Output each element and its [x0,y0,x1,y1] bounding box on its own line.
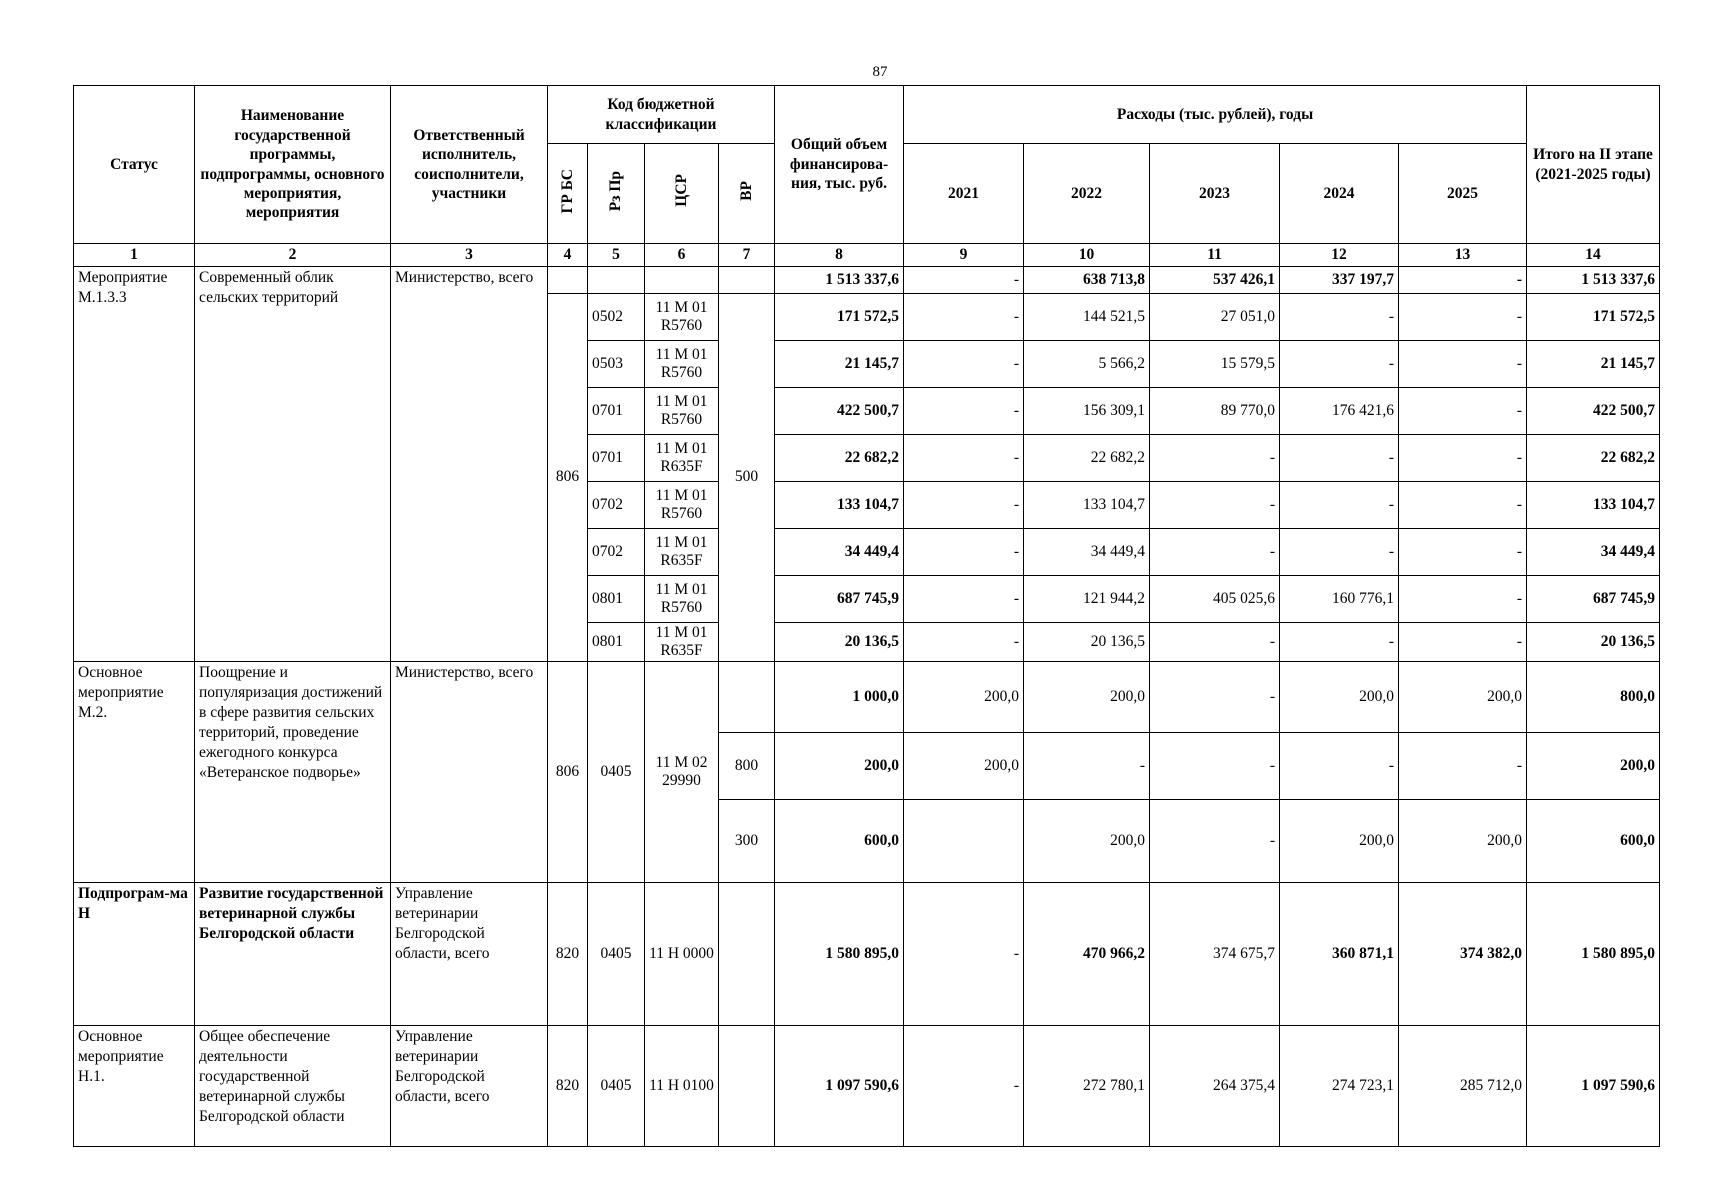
stage-total-cell: 1 097 590,6 [1527,1025,1660,1146]
year-2024-cell: - [1280,341,1399,388]
vr-cell [719,882,775,1025]
total-cell: 687 745,9 [775,576,904,623]
year-2022-cell: 133 104,7 [1024,482,1150,529]
total-cell: 1 580 895,0 [775,882,904,1025]
grbs-cell: 806 [548,294,588,662]
year-2021-cell: - [904,435,1024,482]
year-2024-cell: 274 723,1 [1280,1025,1399,1146]
year-2025-cell: - [1399,482,1527,529]
header-grbs: ГР БС [548,144,588,244]
year-2021-cell [904,799,1024,882]
year-2024-cell: 200,0 [1280,799,1399,882]
status-cell: Мероприятие М.1.3.3 [74,267,195,662]
year-2022-cell: 34 449,4 [1024,529,1150,576]
header-name: Наименование государственной программы, подпрограммы, основного мероприятия, мероприятия [195,86,391,244]
rzpr-cell: 0503 [588,341,645,388]
column-number: 12 [1280,244,1399,267]
csr-cell: 11 М 01 R635F [645,435,719,482]
year-2025-cell: - [1399,388,1527,435]
year-2025-cell: - [1399,529,1527,576]
year-2021-cell: - [904,294,1024,341]
year-2024-cell: 176 421,6 [1280,388,1399,435]
column-number: 13 [1399,244,1527,267]
stage-total-cell: 687 745,9 [1527,576,1660,623]
stage-total-cell: 34 449,4 [1527,529,1660,576]
stage-total-cell: 1 513 337,6 [1527,267,1660,294]
rzpr-cell: 0405 [588,882,645,1025]
year-2025-cell: - [1399,623,1527,662]
year-2022-cell: 638 713,8 [1024,267,1150,294]
year-2023-cell: - [1150,623,1280,662]
year-2024-cell: - [1280,435,1399,482]
year-2022-cell: 200,0 [1024,661,1150,732]
total-cell: 1 513 337,6 [775,267,904,294]
vr-cell: 800 [719,732,775,799]
year-2025-cell: - [1399,267,1527,294]
year-2021-cell: 200,0 [904,661,1024,732]
year-2025-cell: 374 382,0 [1399,882,1527,1025]
grbs-cell: 820 [548,1025,588,1146]
rzpr-cell: 0701 [588,435,645,482]
rzpr-cell: 0405 [588,1025,645,1146]
stage-total-cell: 20 136,5 [1527,623,1660,662]
header-year-2022: 2022 [1024,144,1150,244]
total-cell: 1 097 590,6 [775,1025,904,1146]
status-cell: Основное мероприятие М.2. [74,661,195,882]
table-row [74,1025,1660,1146]
column-number: 6 [645,244,719,267]
name-cell: Поощрение и популяризация достижений в сфере развития сельских территорий, проведение ежегодного конкурса «Ветеранское подворье» [195,661,391,882]
total-cell: 20 136,5 [775,623,904,662]
grbs-cell [548,267,588,294]
year-2023-cell: 27 051,0 [1150,294,1280,341]
csr-cell: 11 М 01 R5760 [645,482,719,529]
header-year-2024: 2024 [1280,144,1399,244]
table-row [74,661,1660,732]
year-2021-cell: 200,0 [904,732,1024,799]
total-cell: 133 104,7 [775,482,904,529]
header-csr: ЦСР [645,144,719,244]
column-number: 14 [1527,244,1660,267]
total-cell: 171 572,5 [775,294,904,341]
rzpr-cell: 0702 [588,482,645,529]
year-2022-cell: 121 944,2 [1024,576,1150,623]
year-2022-cell: 20 136,5 [1024,623,1150,662]
year-2023-cell: - [1150,529,1280,576]
csr-cell: 11 М 01 R635F [645,529,719,576]
csr-cell: 11 М 01 R635F [645,623,719,662]
year-2023-cell: 264 375,4 [1150,1025,1280,1146]
column-number: 11 [1150,244,1280,267]
year-2025-cell: - [1399,341,1527,388]
year-2022-cell: 5 566,2 [1024,341,1150,388]
rzpr-cell [588,267,645,294]
csr-cell: 11 Н 0100 [645,1025,719,1146]
csr-cell: 11 М 01 R5760 [645,576,719,623]
year-2024-cell: - [1280,294,1399,341]
rzpr-cell: 0701 [588,388,645,435]
table-row [74,267,1660,294]
table-row [74,882,1660,1025]
year-2023-cell: - [1150,435,1280,482]
year-2021-cell: - [904,1025,1024,1146]
header-expenses-group: Расходы (тыс. рублей), годы [904,86,1527,144]
name-cell: Современный облик сельских территорий [195,267,391,662]
column-number: 4 [548,244,588,267]
year-2025-cell: - [1399,576,1527,623]
column-number: 10 [1024,244,1150,267]
rzpr-cell: 0405 [588,661,645,882]
total-cell: 22 682,2 [775,435,904,482]
year-2022-cell: 156 309,1 [1024,388,1150,435]
stage-total-cell: 600,0 [1527,799,1660,882]
csr-cell [645,267,719,294]
grbs-cell: 806 [548,661,588,882]
responsible-cell: Министерство, всего [391,267,548,662]
rzpr-cell: 0502 [588,294,645,341]
year-2022-cell: 272 780,1 [1024,1025,1150,1146]
year-2023-cell: 537 426,1 [1150,267,1280,294]
total-cell: 600,0 [775,799,904,882]
stage-total-cell: 22 682,2 [1527,435,1660,482]
year-2022-cell: 144 521,5 [1024,294,1150,341]
rzpr-cell: 0801 [588,576,645,623]
responsible-cell: Управление ветеринарии Белгородской области, всего [391,882,548,1025]
year-2023-cell: - [1150,799,1280,882]
year-2021-cell: - [904,576,1024,623]
header-status: Статус [74,86,195,244]
stage-total-cell: 133 104,7 [1527,482,1660,529]
year-2025-cell: - [1399,294,1527,341]
header-code-group: Код бюджетной классификации [548,86,775,144]
header-year-2021: 2021 [904,144,1024,244]
year-2021-cell: - [904,529,1024,576]
year-2022-cell: - [1024,732,1150,799]
year-2021-cell: - [904,623,1024,662]
rzpr-cell: 0801 [588,623,645,662]
column-number: 1 [74,244,195,267]
year-2025-cell: - [1399,435,1527,482]
year-2024-cell: - [1280,482,1399,529]
year-2023-cell: - [1150,732,1280,799]
name-cell: Развитие государственной ветеринарной службы Белгородской области [195,882,391,1025]
year-2022-cell: 22 682,2 [1024,435,1150,482]
vr-cell [719,267,775,294]
year-2024-cell: - [1280,529,1399,576]
csr-cell: 11 М 02 29990 [645,661,719,882]
header-stage-total: Итого на II этапе (2021-2025 годы) [1527,86,1660,244]
header-year-2025: 2025 [1399,144,1527,244]
budget-table [73,85,1660,1147]
year-2023-cell: 374 675,7 [1150,882,1280,1025]
stage-total-cell: 171 572,5 [1527,294,1660,341]
page-number: 87 [872,64,888,80]
name-cell: Общее обеспечение деятельности государственной ветеринарной службы Белгородской области [195,1025,391,1146]
total-cell: 21 145,7 [775,341,904,388]
vr-cell: 500 [719,294,775,662]
column-numbers-row [74,244,1660,267]
year-2024-cell: 360 871,1 [1280,882,1399,1025]
year-2022-cell: 470 966,2 [1024,882,1150,1025]
year-2021-cell: - [904,388,1024,435]
year-2024-cell: 200,0 [1280,661,1399,732]
column-number: 3 [391,244,548,267]
header-responsible: Ответственный исполнитель, соисполнители, участники [391,86,548,244]
total-cell: 422 500,7 [775,388,904,435]
year-2025-cell: 285 712,0 [1399,1025,1527,1146]
year-2021-cell: - [904,267,1024,294]
grbs-cell: 820 [548,882,588,1025]
year-2024-cell: 337 197,7 [1280,267,1399,294]
stage-total-cell: 422 500,7 [1527,388,1660,435]
year-2023-cell: - [1150,661,1280,732]
stage-total-cell: 1 580 895,0 [1527,882,1660,1025]
total-cell: 200,0 [775,732,904,799]
status-cell: Подпрограм-ма Н [74,882,195,1025]
year-2025-cell: 200,0 [1399,661,1527,732]
column-number: 5 [588,244,645,267]
year-2025-cell: - [1399,732,1527,799]
vr-cell [719,661,775,732]
responsible-cell: Управление ветеринарии Белгородской области, всего [391,1025,548,1146]
year-2023-cell: 89 770,0 [1150,388,1280,435]
header-total: Общий объем финансирова-ния, тыс. руб. [775,86,904,244]
responsible-cell: Министерство, всего [391,661,548,882]
csr-cell: 11 Н 0000 [645,882,719,1025]
total-cell: 34 449,4 [775,529,904,576]
status-cell: Основное мероприятие Н.1. [74,1025,195,1146]
year-2023-cell: 405 025,6 [1150,576,1280,623]
header-vr: ВР [719,144,775,244]
year-2025-cell: 200,0 [1399,799,1527,882]
column-number: 7 [719,244,775,267]
year-2021-cell: - [904,482,1024,529]
stage-total-cell: 200,0 [1527,732,1660,799]
total-cell: 1 000,0 [775,661,904,732]
csr-cell: 11 М 01 R5760 [645,294,719,341]
column-number: 2 [195,244,391,267]
csr-cell: 11 М 01 R5760 [645,341,719,388]
year-2022-cell: 200,0 [1024,799,1150,882]
year-2023-cell: 15 579,5 [1150,341,1280,388]
year-2023-cell: - [1150,482,1280,529]
year-2021-cell: - [904,882,1024,1025]
year-2024-cell: - [1280,623,1399,662]
stage-total-cell: 800,0 [1527,661,1660,732]
vr-cell: 300 [719,799,775,882]
header-rzpr: Рз Пр [588,144,645,244]
column-number: 8 [775,244,904,267]
column-number: 9 [904,244,1024,267]
vr-cell [719,1025,775,1146]
stage-total-cell: 21 145,7 [1527,341,1660,388]
csr-cell: 11 М 01 R5760 [645,388,719,435]
rzpr-cell: 0702 [588,529,645,576]
year-2024-cell: - [1280,732,1399,799]
header-year-2023: 2023 [1150,144,1280,244]
year-2024-cell: 160 776,1 [1280,576,1399,623]
year-2021-cell: - [904,341,1024,388]
